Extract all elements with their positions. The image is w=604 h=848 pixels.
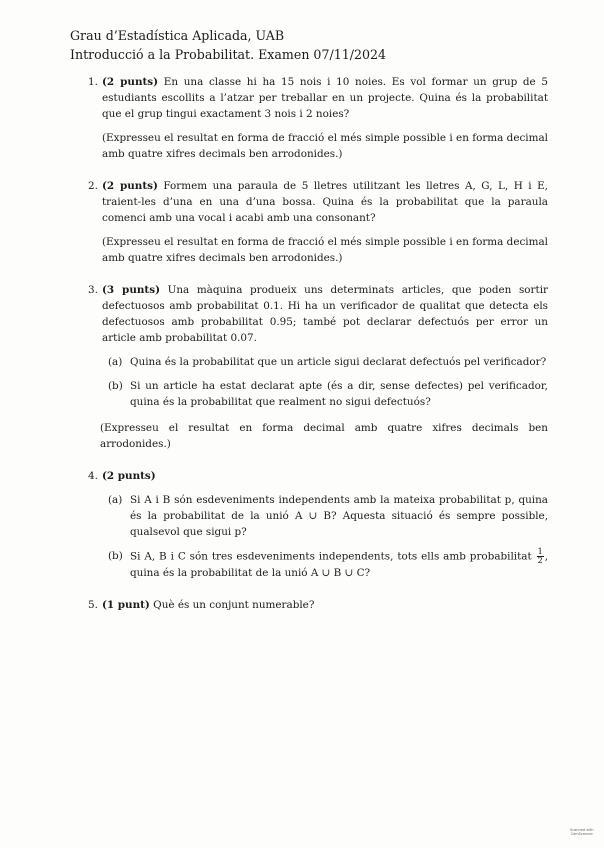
subquestion-a bbox=[102, 354, 548, 370]
question-points: (2 punts) bbox=[102, 180, 158, 192]
question-1 bbox=[76, 74, 548, 162]
subquestion-b bbox=[102, 548, 548, 581]
watermark-line-2: CamScanner bbox=[570, 832, 593, 836]
question-5 bbox=[76, 597, 548, 613]
header-line-1: Grau d’Estadística Aplicada, UAB bbox=[70, 28, 285, 43]
question-note: (Expresseu el resultat en forma decimal amb quatre xifres decimals ben arrodonides.) bbox=[100, 422, 548, 450]
camscanner-watermark bbox=[570, 828, 594, 836]
subquestion-text: Quina és la probabilitat que un article sigui declarat defectuós pel verificador? bbox=[130, 356, 547, 368]
subquestion-label: (b) bbox=[108, 380, 123, 392]
question-number: 2. bbox=[88, 180, 98, 192]
header-line-2: Introducció a la Probabilitat. Examen 07/11/2024 bbox=[70, 47, 387, 62]
subquestion-text: Si A i B són esdeveniments independents amb la mateixa probabilitat p, quina és la probabilitat de la unió A ∪ B? Aquesta situació és sempre possible, qualsevol que sigui p? bbox=[130, 494, 548, 538]
subquestion-label: (a) bbox=[108, 356, 123, 368]
question-3 bbox=[76, 282, 548, 452]
question-points: (3 punts) bbox=[102, 284, 160, 296]
question-note: (Expresseu el resultat en forma de fracció el més simple possible i en forma decimal amb quatre xifres decimals ben arrodonides.) bbox=[102, 132, 548, 160]
question-note: (Expresseu el resultat en forma de fracció el més simple possible i en forma decimal amb quatre xifres decimals ben arrodonides.) bbox=[102, 236, 548, 264]
question-points: (1 punt) bbox=[102, 599, 150, 611]
question-number: 5. bbox=[88, 599, 98, 611]
subquestion-text: Si un article ha estat declarat apte (és a dir, sense defectes) pel verificador, quina és la probabilitat que realment no sigui defectuós? bbox=[130, 380, 548, 408]
question-text: Formem una paraula de 5 lletres utilitzant les lletres A, G, L, H i E, traient-les d’una en una d’una bossa. Quina és la probabilitat que la paraula comenci amb una vocal i acabi amb una consonant? bbox=[102, 180, 548, 224]
question-points: (2 punts) bbox=[102, 470, 156, 482]
question-text: En una classe hi ha 15 nois i 10 noies. Es vol formar un grup de 5 estudiants escollits a l’atzar per treballar en un projecte. Quina és la probabilitat que el grup tingui exactament 3 nois i 2 noies? bbox=[102, 76, 548, 120]
question-text: Una màquina produeix uns determinats articles, que poden sortir defectuosos amb probabilitat 0.1. Hi ha un verificador de qualitat que detecta els defectuosos amb probabilitat 0.95; també pot declarar defectuós per error un article amb probabilitat 0.07. bbox=[102, 284, 548, 344]
subquestion-label: (a) bbox=[108, 494, 123, 506]
subquestion-label: (b) bbox=[108, 550, 123, 562]
question-points: (2 punts) bbox=[102, 76, 159, 88]
subquestion-text-before: Si A, B i C són tres esdeveniments independents, tots ells amb probabilitat bbox=[130, 550, 532, 563]
question-4 bbox=[76, 468, 548, 581]
question-2 bbox=[76, 178, 548, 266]
fraction-numerator: 1 bbox=[537, 547, 543, 556]
watermark-line-1: Scanned with bbox=[570, 828, 594, 832]
question-number: 1. bbox=[88, 76, 98, 88]
subquestion-b bbox=[102, 378, 548, 410]
subquestion-text-after: , quina és la probabilitat de la unió A ∪ B ∪ C? bbox=[130, 550, 548, 579]
question-number: 3. bbox=[88, 284, 98, 296]
document-header bbox=[70, 26, 386, 64]
fraction-denominator: 2 bbox=[537, 556, 543, 565]
question-text: Què és un conjunt numerable? bbox=[153, 599, 315, 611]
fraction-one-half bbox=[537, 548, 544, 565]
question-number: 4. bbox=[88, 470, 98, 482]
subquestion-a bbox=[102, 492, 548, 540]
question-list bbox=[76, 74, 548, 629]
